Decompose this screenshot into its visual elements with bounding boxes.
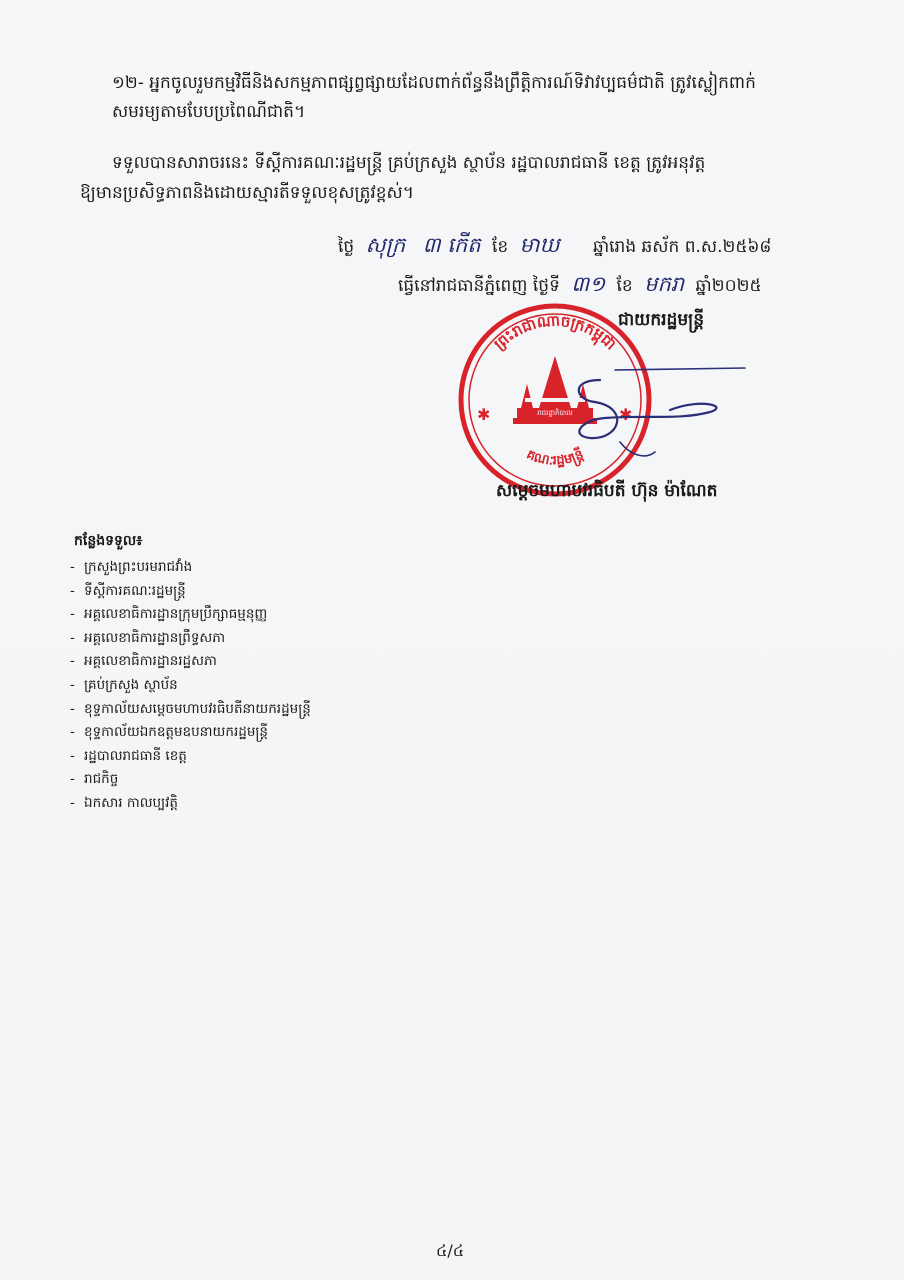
seal-star-left: ✱ xyxy=(477,405,491,424)
bullet-dash: - xyxy=(70,676,75,693)
recipient-label: អគ្គលេខាធិការដ្ឋានក្រុមប្រឹក្សាធម្មនុញ្ញ xyxy=(84,606,268,623)
reception-line-1: ទទួលបានសារាចរនេះ ទីស្ដីការគណៈរដ្ឋមន្ត្រី គ្រប់ក្រសួង ស្ថាប័ន រដ្ឋបាលរាជធានី ខេត្ត ត្រូវអនុវត្ត xyxy=(112,153,706,173)
recipient-label: គ្រប់ក្រសួង ស្ថាប័ន xyxy=(84,676,178,693)
recipients-list xyxy=(70,556,311,816)
recipient-label: ទីស្ដីការគណៈរដ្ឋមន្ត្រី xyxy=(84,582,186,599)
day-handwritten: សុក្រ xyxy=(365,233,406,257)
item-12-line-1: ១២- អ្នកចូលរួមកម្មវិធីនិងសកម្មភាពផ្សព្វផ្សាយដែលពាក់ព័ន្ធនឹងព្រឹត្តិការណ៍ទិវាវប្បធម៌ជាតិ ត្រូវស្លៀកពាក់ xyxy=(112,73,756,93)
recipient-label: អគ្គលេខាធិការដ្ឋានរដ្ឋសភា xyxy=(84,653,217,670)
for-prime-minister-title: ជាយករដ្ឋមន្ត្រី xyxy=(618,310,704,330)
recipient-item xyxy=(70,556,311,580)
recipient-label: អគ្គលេខាធិការដ្ឋានព្រឹទ្ធសភា xyxy=(84,629,226,646)
item-12-line-2: សមរម្យតាមបែបប្រពៃណីជាតិ។ xyxy=(112,102,306,122)
recipient-item xyxy=(70,674,311,698)
lunar-date-line xyxy=(338,232,771,263)
recipient-item xyxy=(70,627,311,651)
seal-star-right: ✱ xyxy=(619,405,633,424)
place-prefix: ធ្វើនៅរាជធានីភ្នំពេញ ថ្ងៃទី xyxy=(398,276,560,296)
seal-center-text: រាជរដ្ឋាភិបាល xyxy=(537,409,573,417)
recipient-item xyxy=(70,792,311,816)
month2-prefix: ខែ xyxy=(616,276,633,296)
recipients-title: កន្លែងទទួល៖ xyxy=(74,533,143,549)
recipient-item xyxy=(70,768,311,792)
handwritten-signature xyxy=(560,360,760,470)
reception-line-2: ឱ្យមានប្រសិទ្ធភាពនិងដោយស្មារតីទទួលខុសត្រូវខ្ពស់។ xyxy=(80,183,414,203)
signer-name: សម្ដេចមហាបវរធិបតី ហ៊ុន ម៉ាណែត xyxy=(496,481,718,501)
recipient-item xyxy=(70,603,311,627)
bullet-dash: - xyxy=(70,700,75,717)
year: ឆ្នាំ២០២៥ xyxy=(695,276,762,296)
recipient-item xyxy=(70,650,311,674)
bullet-dash: - xyxy=(70,629,75,646)
lunar-day-handwritten: ៣ កើត xyxy=(422,233,481,257)
place-date-line xyxy=(398,271,762,302)
seal-text-bottom: គណៈរដ្ឋមន្ត្រី xyxy=(524,447,586,470)
bullet-dash: - xyxy=(70,724,75,741)
recipient-label: រដ្ឋបាលរាជធានី ខេត្ត xyxy=(84,747,187,764)
date-handwritten: ៣១ xyxy=(571,272,606,296)
bullet-dash: - xyxy=(70,653,75,670)
bullet-dash: - xyxy=(70,771,75,788)
bullet-dash: - xyxy=(70,582,75,599)
page-number: ៤/៤ xyxy=(436,1241,465,1260)
recipient-label: ខុទ្ទកាល័យសម្ដេចមហាបវរធិបតីនាយករដ្ឋមន្ត្រី xyxy=(84,700,311,717)
bullet-dash: - xyxy=(70,794,75,811)
recipient-label: ខុទ្ទកាល័យឯកឧត្ដមឧបនាយករដ្ឋមន្ត្រី xyxy=(84,724,268,741)
recipient-item xyxy=(70,580,311,604)
bullet-dash: - xyxy=(70,606,75,623)
seal-text-top: ព្រះរាជាណាចក្រកម្ពុជា xyxy=(490,311,620,354)
lunar-year: ឆ្នាំរោង ឆស័ក ព.ស.២៥៦៨ xyxy=(592,237,772,257)
bullet-dash: - xyxy=(70,747,75,764)
day-prefix: ថ្ងៃ xyxy=(338,237,355,257)
recipient-label: ឯកសារ កាលប្បវត្តិ xyxy=(84,794,179,811)
recipient-label: ក្រសួងព្រះបរមរាជវាំង xyxy=(84,559,193,575)
month-handwritten: មាឃ xyxy=(519,233,560,257)
bullet-dash: - xyxy=(70,559,75,575)
month-prefix: ខែ xyxy=(491,237,509,257)
recipient-item xyxy=(70,745,311,769)
recipient-item xyxy=(70,721,311,745)
recipient-item xyxy=(70,698,311,722)
recipient-label: រាជកិច្ច xyxy=(84,771,119,788)
month2-handwritten: មករា xyxy=(644,272,685,296)
